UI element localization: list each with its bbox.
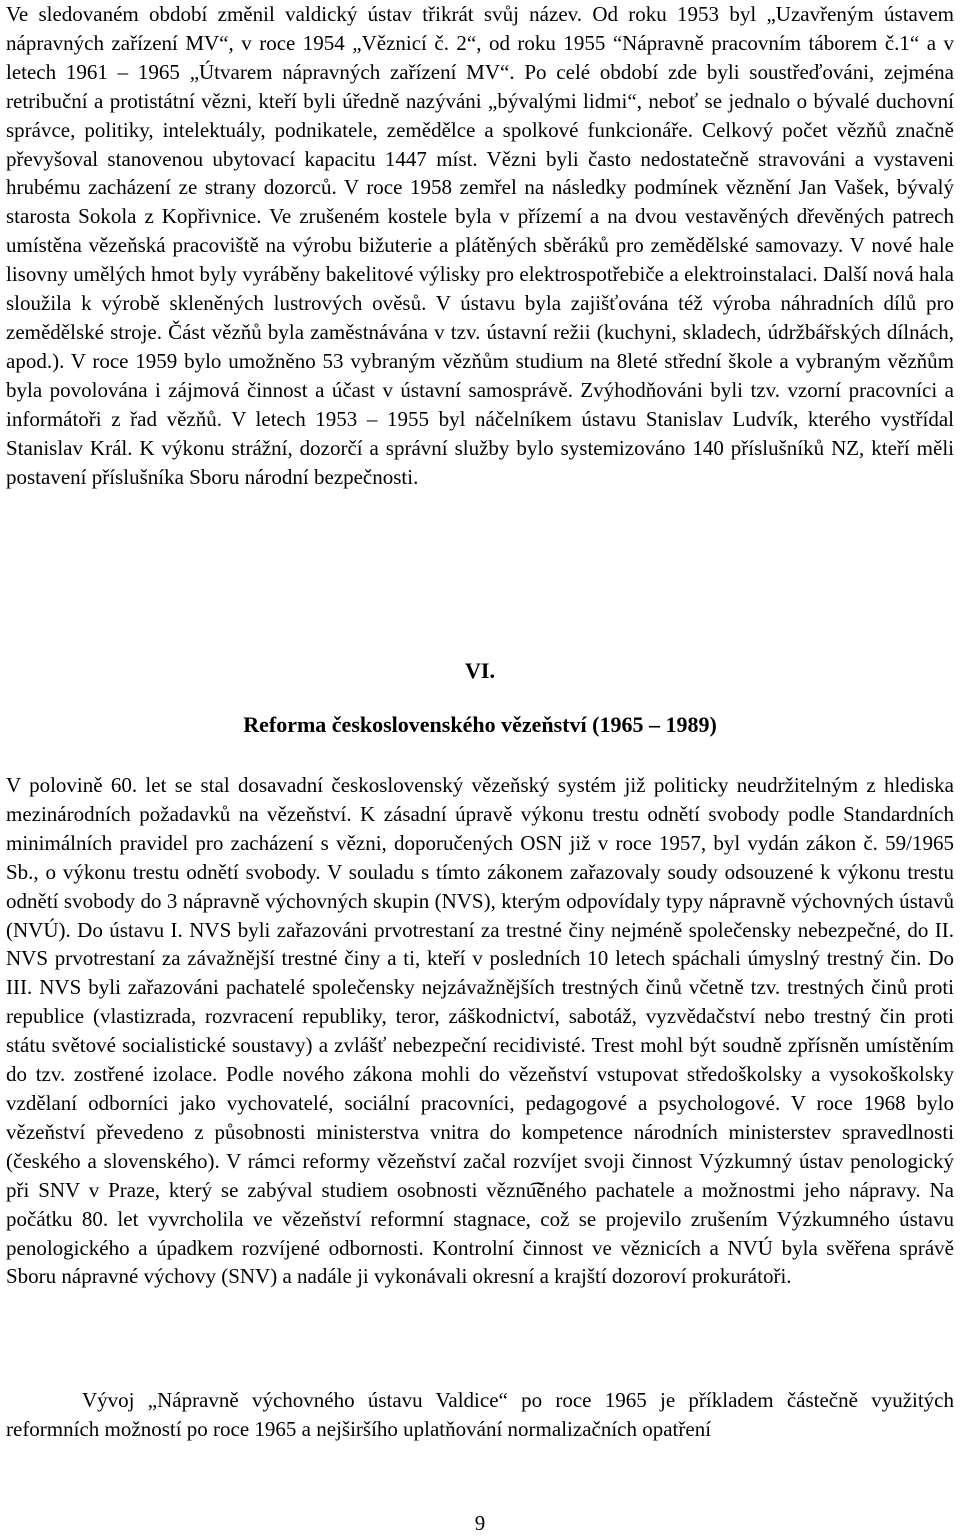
section-number: VI.	[465, 658, 495, 683]
section-title: Reforma československého vězeňství (1965 – 1989)	[243, 712, 717, 737]
document-page	[6, 0, 954, 1537]
body-paragraph-valdice-history: Ve sledovaném období změnil valdický ústav třikrát svůj název. Od roku 1953 byl „Uzavřeným ústavem nápravných zařízení MV“, v roce 1954 „Věznicí č. 2“, od roku 1955 “Nápravně pracovním táborem č.1“ a v letech 1961 – 1965 „Útvarem nápravných zařízení MV“. Po celé období zde byli soustřeďováni, zejména retribuční a protistátní vězni, kteří byli úředně nazýváni „bývalými lidmi“, neboť se jednalo o bývalé duchovní správce, politiky, intelektuály, podnikatele, zemědělce a spolkové funkcionáře. Celkový počet vězňů značně převyšoval stanovenou ubytovací kapacitu 1447 míst. Vězni byli často nedostatečně stravováni a vystaveni hrubému zacházení ze strany dozorců. V roce 1958 zemřel na následky podmínek věznění Jan Vašek, bývalý starosta Sokola z Kopřivnice. Ve zrušeném kostele byla v přízemí a na dvou vestavěných dřevěných patrech umístěna vězeňská pracoviště na výrobu bižuterie a plátěných sběráků pro zemědělské samovazy. V nové hale lisovny umělých hmot byly vyráběny bakelitové výlisky pro elektrospotřebiče a elektroinstalaci. Další nová hala sloužila k výrobě skleněných lustrových ověsů. V ústavu byla zajišťována též výroba náhradních dílů pro zemědělské stroje. Část vězňů byla zaměstnávána v tzv. ústavní režii (kuchyni, skladech, údržbářských dílnách, apod.). V roce 1959 bylo umožněno 53 vybraným vězňům studium na 8leté střední škole a vybraným vězňům byla povolována i zájmová činnost a účast v ústavní samosprávě. Zvýhodňováni byli tzv. vzorní pracovníci a informátoři z řad vězňů. V letech 1953 – 1955 byl náčelníkem ústavu Stanislav Ludvík, kterého vystřídal Stanislav Král. K výkonu strážní, dozorčí a správní služby bylo systemizováno 140 příslušníků NZ, kteří měli postavení příslušníka Sboru národní bezpečnosti.	[6, 2, 954, 489]
page-number: 9	[474, 1511, 486, 1535]
body-paragraph-reform: V polovině 60. let se stal dosavadní československý vězeňský systém již politicky neudržitelným z hlediska mezinárodních požadavků na vězeňství. K zásadní úpravě výkonu trestu odnětí svobody podle Standardních minimálních pravidel pro zacházení s vězni, doporučených OSN již v roce 1957, byl vydán zákon č. 59/1965 Sb., o výkonu trestu odnětí svobody. V souladu s tímto zákonem zařazovaly soudy odsouzené k výkonu trestu odnětí svobody do 3 nápravně výchovných skupin (NVS), kterým odpovídaly typy nápravně výchovných ústavů (NVÚ). Do ústavu I. NVS byli zařazováni prvotrestaní za trestné činy nejméně společensky nebezpečné, do II. NVS prvotrestaní za závažnější trestné činy a ti, kteří v posledních 10 letech spáchali úmyslný trestný čin. Do III. NVS byli zařazováni pachatelé společensky nejzávažnějších trestných činů včetně tzv. trestných činů proti republice (vlastizrada, rozvracení republiky, teror, záškodnictví, sabotáž, vyzvědačství nebo trestný čin proti státu světové socialistické soustavy) a zvlášť nebezpeční recidivisté. Trest mohl být soudně zpřísněn umístěním do tzv. zostřené izolace. Podle nového zákona mohli do vězeňství vstupovat středoškolsky a vysokoškolsky vzdělaní odborníci jako vychovatelé, sociální pracovníci, pedagogové a psychologové. V roce 1968 bylo vězeňství převedeno z působnosti ministerstva vnitra do kompetence národních ministerstev spravedlnosti (českého a slovenského). V rámci reformy vězeňství začal rozvíjet svoji činnost Výzkumný ústav penologický při SNV v Praze, který se zabýval studiem osobnosti věznu͡ěného pachatele a možnostmi jeho nápravy. Na počátku 80. let vyvrcholila ve vězeňství reformní stagnace, což se projevilo zrušením Výzkumného ústavu penologického a úpadkem rozvíjené odbornosti. Kontrolní činnost ve věznicích a NVÚ byla svěřena správě Sboru nápravné výchovy (SNV) a nadále ji vykonávali okresní a krajští dozoroví prokurátoři.	[6, 773, 954, 1289]
body-paragraph-valdice-after-1965: Vývoj „Nápravně výchovného ústavu Valdice“ po roce 1965 je příkladem částečně využitých reformních možností po roce 1965 a nejširšího uplatňování normalizačních opatření	[6, 1388, 954, 1441]
